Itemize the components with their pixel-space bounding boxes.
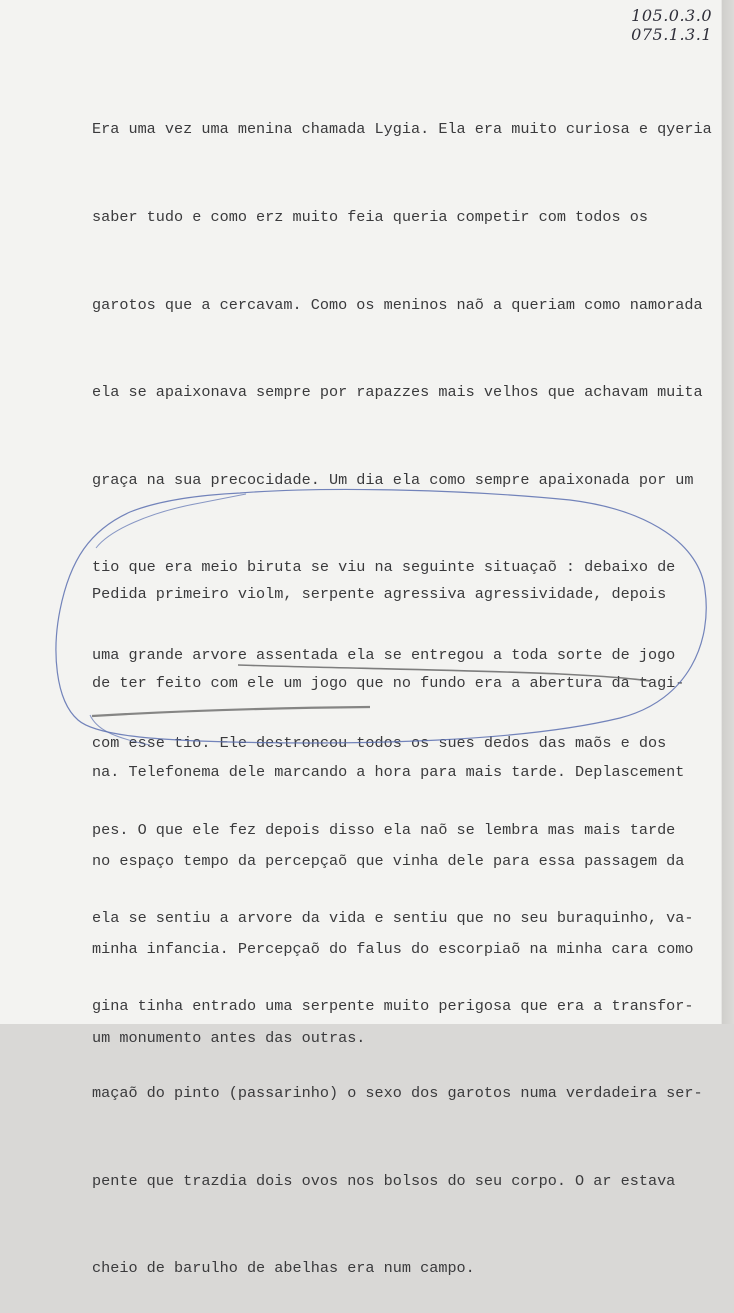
text-line: maçaõ do pinto (passarinho) o sexo dos garotos numa verdadeira ser- xyxy=(92,1084,703,1103)
text-line: gina tinha entrado uma serpente muito perigosa que era a transfor- xyxy=(92,996,694,1015)
text-line: graça na sua precocidade. Um dia ela como sempre apaixonada por um xyxy=(92,470,694,489)
text-line: pente que trazdia dois ovos nos bolsos do seu corpo. O ar estava xyxy=(92,1171,676,1190)
text-line: pes. O que ele fez depois disso ela naõ se lembra mas mais tarde xyxy=(92,821,676,840)
text-line: Era uma vez uma menina chamada Lygia. Ela era muito curiosa e qyeria xyxy=(92,120,712,139)
text-line: cheio de barulho de abelhas era num campo. xyxy=(92,1259,475,1278)
archive-code xyxy=(631,6,712,44)
text-line: com esse tio. Ele destroncou todos os sues dedos das maõs e dos xyxy=(92,733,667,752)
text-line: um monumento antes das outras. xyxy=(92,1029,366,1048)
text-line: saber tudo e como erz muito feia queria competir com todos os xyxy=(92,208,648,227)
text-line: no espaço tempo da percepçaõ que vinha dele para essa passagem da xyxy=(92,851,685,870)
text-line: Pedida primeiro violm, serpente agressiva agressividade, depois xyxy=(92,585,667,604)
text-line: minha infancia. Percepçaõ do falus do escorpiaõ na minha cara como xyxy=(92,940,694,959)
paragraph-2 xyxy=(92,521,694,1083)
text-line: tio que era meio biruta se viu na seguinte situaçaõ : debaixo de xyxy=(92,558,676,577)
archive-code-line-1: 105.0.3.0 xyxy=(631,6,712,25)
text-line: ela se sentiu a arvore da vida e sentiu que no seu buraquinho, va- xyxy=(92,908,694,927)
text-line: ela se apaixonava sempre por rapazzes mais velhos que achavam muita xyxy=(92,383,703,402)
archive-code-line-2: 075.1.3.1 xyxy=(631,25,712,44)
text-line: uma grande arvore assentada ela se entregou a toda sorte de jogo xyxy=(92,646,676,665)
text-line: de ter feito com ele um jogo que no fundo era a abertura da tagi- xyxy=(92,673,685,692)
page-edge xyxy=(722,0,734,1024)
text-line: garotos que a cercavam. Como os meninos naõ a queriam como namorada xyxy=(92,295,703,314)
text-line: na. Telefonema dele marcando a hora para mais tarde. Deplascement xyxy=(92,762,685,781)
